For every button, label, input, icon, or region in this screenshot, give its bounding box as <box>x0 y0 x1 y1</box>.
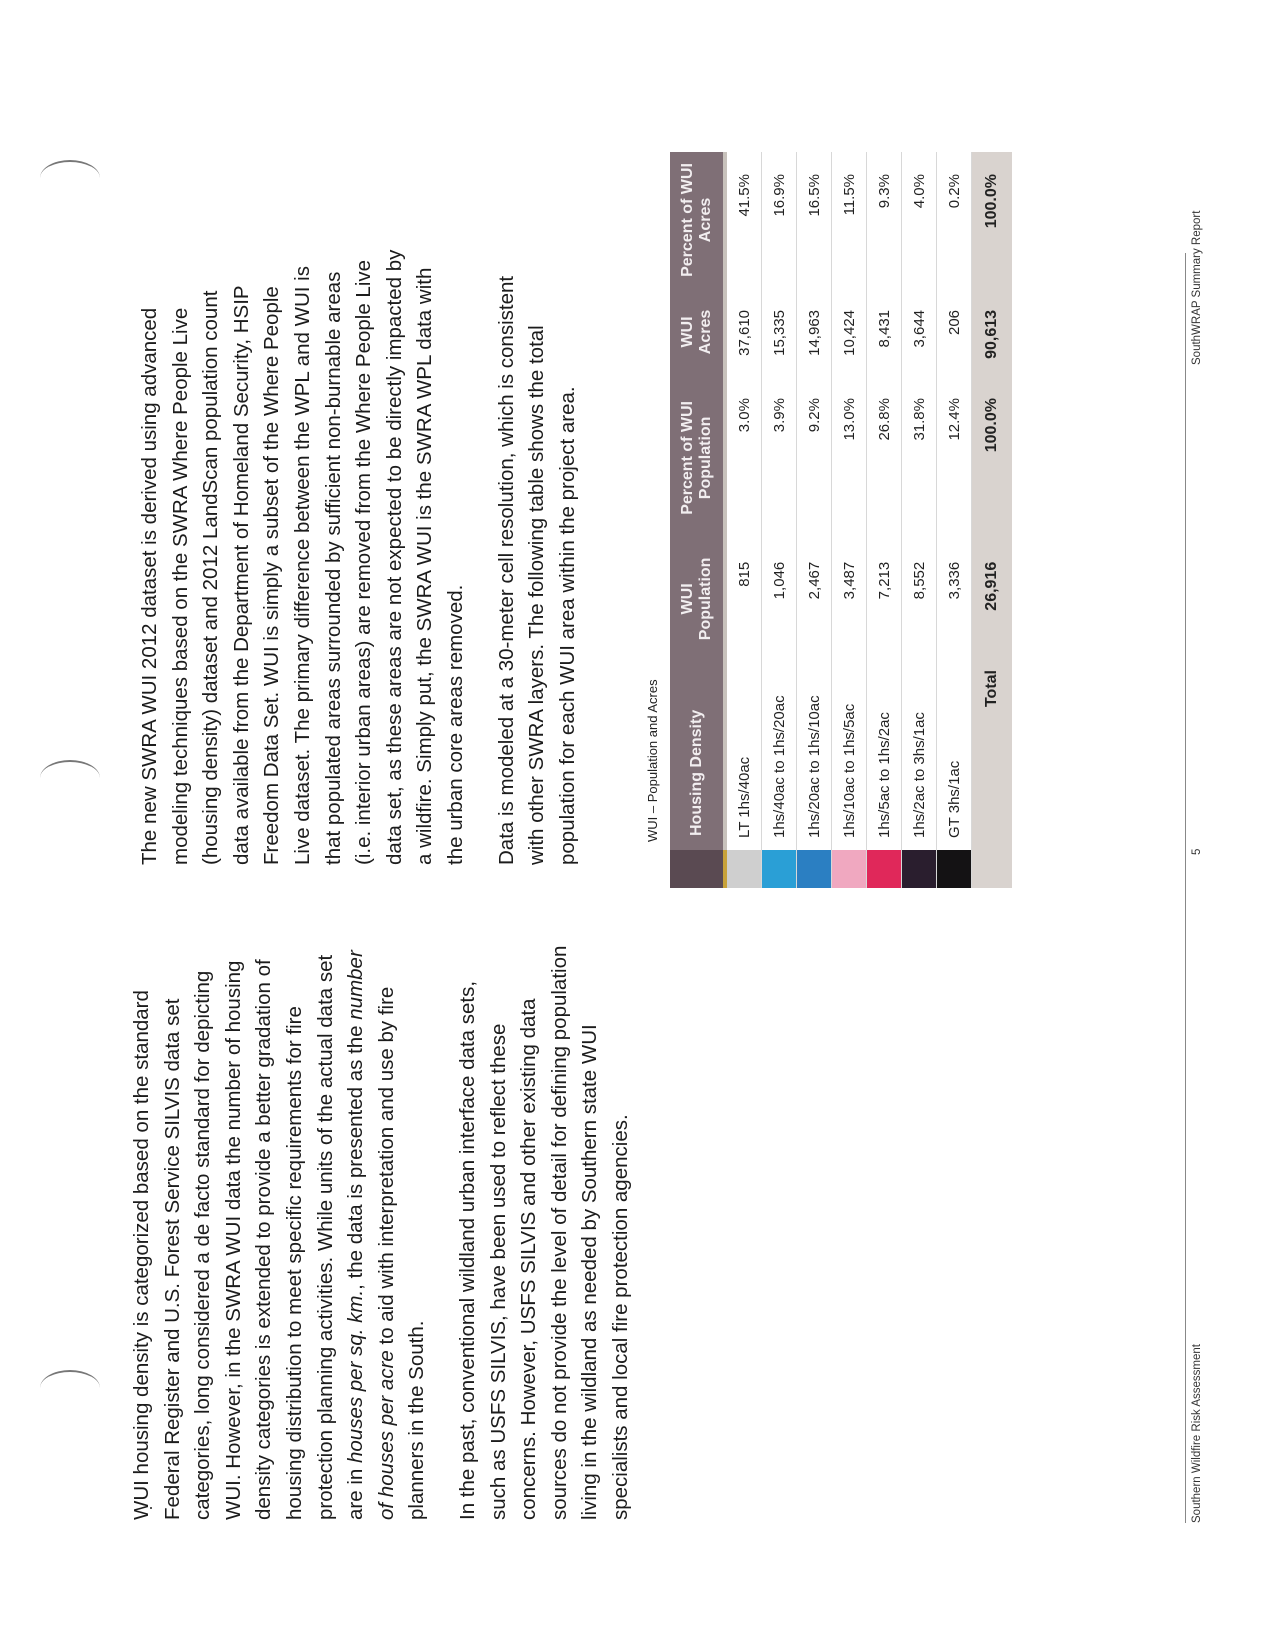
table-row <box>832 152 867 888</box>
wui-acres-header: WUI Acres <box>670 288 725 376</box>
wui-acres-cell: 10,424 <box>832 288 867 376</box>
total-label: Total <box>972 658 1013 850</box>
silvis-paragraph: In the past, conventional wildland urban interface data sets, such as USFS SILVIS, have been used to reflect these concerns. However, USFS SILVIS and other existing data sources do not provide the level of detail for defining population living in the wildland as needed by Southern state WUI specialists and local fire protection agencies. <box>455 945 632 1520</box>
table-row <box>797 152 832 888</box>
table-row <box>725 152 762 888</box>
footer-left-text: Southern Wildfire Risk Assessment <box>1191 1344 1203 1523</box>
percent-population-cell: 3.9% <box>762 376 797 540</box>
housing-density-cell: LT 1hs/40ac <box>725 658 762 850</box>
swatch-header <box>670 850 725 888</box>
binder-hole <box>40 160 100 196</box>
percent-population-cell: 26.8% <box>867 376 902 540</box>
housing-density-cell: 1hs/10ac to 1hs/5ac <box>832 658 867 850</box>
binder-hole <box>40 760 100 796</box>
percent-population-cell: 9.2% <box>797 376 832 540</box>
wui-population-cell: 1,046 <box>762 540 797 658</box>
percent-acres-cell: 16.9% <box>762 152 797 288</box>
wui-acres-cell: 14,963 <box>797 288 832 376</box>
total-percent-population: 100.0% <box>972 376 1013 540</box>
percent-acres-cell: 11.5% <box>832 152 867 288</box>
color-swatch <box>797 850 832 888</box>
right-text-column <box>135 245 603 865</box>
table-row <box>867 152 902 888</box>
color-swatch <box>902 850 937 888</box>
housing-density-paragraph: WUI housing density is categorized based on the standard Federal Register and U.S. Forest Service SILVIS data set categories, long considered a de facto standard for depicting WUI. However, in the SWRA WUI data the number of housing density categories is extended to provide a better gradation of housing distribution to meet specific requirements for fire protection planning activities. While units of the actual data set are in houses per sq. km., the data is presented as the number of houses per acre to aid with interpretation and use by fire planners in the South. <box>130 950 429 1520</box>
wui-acres-cell: 206 <box>937 288 972 376</box>
wui-population-table <box>670 152 1012 888</box>
percent-acres-cell: 9.3% <box>867 152 902 288</box>
table-row <box>762 152 797 888</box>
wui-acres-cell: 15,335 <box>762 288 797 376</box>
footer-right-text: SouthWRAP Summary Report <box>1191 210 1203 365</box>
color-swatch <box>867 850 902 888</box>
housing-density-cell: 1hs/5ac to 1hs/2ac <box>867 658 902 850</box>
wui-population-cell: 2,467 <box>797 540 832 658</box>
color-swatch <box>832 850 867 888</box>
percent-acres-header: Percent of WUI Acres <box>670 152 725 288</box>
percent-population-cell: 12.4% <box>937 376 972 540</box>
resolution-paragraph: Data is modeled at a 30-meter cell resolution, which is consistent with other SWRA layers. The following table shows the total population for each WUI area within the project area. <box>494 275 579 865</box>
table-body <box>725 152 972 888</box>
housing-density-cell: 1hs/40ac to 1hs/20ac <box>762 658 797 850</box>
total-swatch-cell <box>972 850 1013 888</box>
rotated-page-content <box>125 160 1203 1523</box>
percent-acres-cell: 41.5% <box>725 152 762 288</box>
housing-density-cell: GT 3hs/1ac <box>937 658 972 850</box>
percent-acres-cell: 16.5% <box>797 152 832 288</box>
percent-acres-cell: 0.2% <box>937 152 972 288</box>
percent-population-cell: 13.0% <box>832 376 867 540</box>
table-total-row <box>972 152 1013 888</box>
housing-density-cell: 1hs/20ac to 1hs/10ac <box>797 658 832 850</box>
percent-population-cell: 3.0% <box>725 376 762 540</box>
color-swatch <box>762 850 797 888</box>
percent-population-header: Percent of WUI Population <box>670 376 725 540</box>
housing-density-header: Housing Density <box>670 658 725 850</box>
color-swatch <box>725 850 762 888</box>
total-percent-acres: 100.0% <box>972 152 1013 288</box>
color-swatch <box>937 850 972 888</box>
wui-population-header: WUI Population <box>670 540 725 658</box>
wui-acres-cell: 3,644 <box>902 288 937 376</box>
left-text-column <box>127 935 657 1520</box>
wui-population-cell: 3,487 <box>832 540 867 658</box>
page-number: 5 <box>1191 848 1203 855</box>
table-header-row <box>670 152 725 888</box>
wui-acres-cell: 37,610 <box>725 288 762 376</box>
binder-hole <box>40 1370 100 1406</box>
wui-population-cell: 7,213 <box>867 540 902 658</box>
wui-acres-cell: 8,431 <box>867 288 902 376</box>
wui-population-cell: 815 <box>725 540 762 658</box>
total-acres: 90,613 <box>972 288 1013 376</box>
table-row <box>937 152 972 888</box>
percent-population-cell: 31.8% <box>902 376 937 540</box>
table-title: WUI – Population and Acres <box>645 679 660 842</box>
footer-rule <box>1185 253 1186 1523</box>
housing-density-cell: 1hs/2ac to 3hs/1ac <box>902 658 937 850</box>
wui-population-cell: 3,336 <box>937 540 972 658</box>
swra-wui-paragraph: The new SWRA WUI 2012 dataset is derived using advanced modeling techniques based on the SWRA Where People Live (housing density) dataset and 2012 LandScan population count data available from the Department of Homeland Security, HSIP Freedom Data Set. WUI is simply a subset of the Where People Live dataset. The primary difference between the WPL and WUI is that populated areas surrounded by sufficient non-burnable areas (i.e. interior urban areas) are removed from the Where People Live data set, as these areas are not expected to be directly impacted by a wildfire. Simply put, the SWRA WUI is the SWRA WPL data with the urban core areas removed. <box>138 249 467 865</box>
wui-population-cell: 8,552 <box>902 540 937 658</box>
table-row <box>902 152 937 888</box>
percent-acres-cell: 4.0% <box>902 152 937 288</box>
total-population: 26,916 <box>972 540 1013 658</box>
